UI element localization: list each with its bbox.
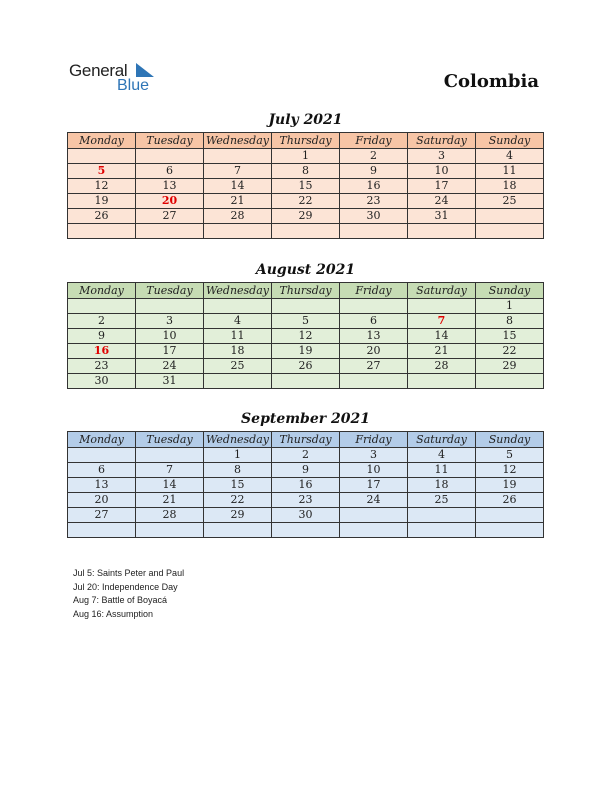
day-cell: 7: [408, 314, 476, 329]
day-cell: [68, 523, 136, 538]
weekday-header: Thursday: [272, 432, 340, 448]
weekday-header: Monday: [68, 432, 136, 448]
day-cell: 14: [408, 329, 476, 344]
day-cell: [476, 209, 544, 224]
day-cell: 7: [204, 164, 272, 179]
day-cell: 21: [204, 194, 272, 209]
day-cell: 24: [136, 359, 204, 374]
logo-triangle-icon: [134, 63, 154, 77]
day-cell: 4: [476, 149, 544, 164]
week-row: [68, 164, 544, 179]
week-row: [68, 194, 544, 209]
day-cell: 21: [408, 344, 476, 359]
day-cell: [476, 224, 544, 239]
day-cell: [476, 374, 544, 389]
day-cell: [408, 508, 476, 523]
day-cell: [68, 299, 136, 314]
day-cell: 3: [408, 149, 476, 164]
day-cell: [340, 523, 408, 538]
day-cell: [476, 508, 544, 523]
weekday-header: Saturday: [408, 283, 476, 299]
calendar-september: [67, 431, 544, 538]
day-cell: 31: [136, 374, 204, 389]
day-cell: 26: [68, 209, 136, 224]
day-cell: 18: [476, 179, 544, 194]
day-cell: 17: [408, 179, 476, 194]
day-cell: 18: [204, 344, 272, 359]
weekday-header: Friday: [340, 133, 408, 149]
day-cell: [136, 224, 204, 239]
day-cell: 25: [476, 194, 544, 209]
logo-general-text: General: [69, 61, 128, 80]
weekday-header: Tuesday: [136, 133, 204, 149]
week-row: [68, 523, 544, 538]
country-title: Colombia: [443, 71, 539, 92]
day-cell: 15: [204, 478, 272, 493]
day-cell: 2: [68, 314, 136, 329]
logo: [69, 61, 169, 97]
month-title-july: July 2021: [268, 112, 343, 128]
day-cell: 8: [476, 314, 544, 329]
day-cell: 3: [136, 314, 204, 329]
day-cell: 15: [476, 329, 544, 344]
week-row: [68, 329, 544, 344]
logo-blue-text: Blue: [117, 77, 150, 94]
weekday-header: Monday: [68, 133, 136, 149]
day-cell: 22: [476, 344, 544, 359]
day-cell: [408, 374, 476, 389]
holiday-note: Jul 20: Independence Day: [73, 581, 178, 592]
day-cell: 25: [408, 493, 476, 508]
weekday-header: Monday: [68, 283, 136, 299]
day-cell: 12: [68, 179, 136, 194]
day-cell: 6: [136, 164, 204, 179]
week-row: [68, 493, 544, 508]
day-cell: 5: [476, 448, 544, 463]
weekday-header-row: [68, 133, 544, 149]
day-cell: 27: [340, 359, 408, 374]
day-cell: 23: [340, 194, 408, 209]
day-cell: [136, 299, 204, 314]
day-cell: 10: [340, 463, 408, 478]
day-cell: [408, 523, 476, 538]
weekday-header-row: [68, 432, 544, 448]
day-cell: 22: [204, 493, 272, 508]
day-cell: 30: [272, 508, 340, 523]
week-row: [68, 209, 544, 224]
day-cell: 21: [136, 493, 204, 508]
day-cell: 20: [340, 344, 408, 359]
day-cell: 5: [272, 314, 340, 329]
week-row: [68, 149, 544, 164]
day-cell: 22: [272, 194, 340, 209]
day-cell: 29: [476, 359, 544, 374]
month-title-september: September 2021: [241, 411, 370, 427]
day-cell: 2: [340, 149, 408, 164]
day-cell: 5: [68, 164, 136, 179]
weekday-header: Thursday: [272, 283, 340, 299]
day-cell: 16: [340, 179, 408, 194]
day-cell: 28: [408, 359, 476, 374]
day-cell: 1: [204, 448, 272, 463]
day-cell: 20: [136, 194, 204, 209]
week-row: [68, 448, 544, 463]
day-cell: [204, 374, 272, 389]
day-cell: 12: [272, 329, 340, 344]
week-row: [68, 224, 544, 239]
day-cell: 28: [204, 209, 272, 224]
day-cell: [204, 299, 272, 314]
day-cell: [272, 299, 340, 314]
day-cell: [340, 224, 408, 239]
weekday-header: Wednesday: [204, 283, 272, 299]
day-cell: [272, 523, 340, 538]
weekday-header-row: [68, 283, 544, 299]
day-cell: 2: [272, 448, 340, 463]
day-cell: [408, 299, 476, 314]
day-cell: 15: [272, 179, 340, 194]
day-cell: 26: [272, 359, 340, 374]
day-cell: 12: [476, 463, 544, 478]
holiday-note: Aug 7: Battle of Boyacá: [73, 595, 168, 606]
day-cell: 16: [68, 344, 136, 359]
holiday-note: Aug 16: Assumption: [73, 609, 154, 620]
day-cell: [476, 523, 544, 538]
day-cell: [68, 149, 136, 164]
weekday-header: Saturday: [408, 133, 476, 149]
day-cell: 27: [136, 209, 204, 224]
calendar-august: [67, 282, 544, 389]
weekday-header: Tuesday: [136, 432, 204, 448]
day-cell: 4: [204, 314, 272, 329]
week-row: [68, 374, 544, 389]
day-cell: 9: [68, 329, 136, 344]
day-cell: 11: [204, 329, 272, 344]
day-cell: 29: [204, 508, 272, 523]
day-cell: 25: [204, 359, 272, 374]
day-cell: 14: [136, 478, 204, 493]
day-cell: [340, 374, 408, 389]
weekday-header: Friday: [340, 283, 408, 299]
weekday-header: Wednesday: [204, 133, 272, 149]
weekday-header: Sunday: [476, 283, 544, 299]
day-cell: 3: [340, 448, 408, 463]
day-cell: [136, 448, 204, 463]
day-cell: 13: [340, 329, 408, 344]
week-row: [68, 478, 544, 493]
week-row: [68, 508, 544, 523]
day-cell: 14: [204, 179, 272, 194]
weekday-header: Wednesday: [204, 432, 272, 448]
week-row: [68, 179, 544, 194]
holiday-notes: [73, 567, 184, 622]
day-cell: 17: [136, 344, 204, 359]
day-cell: [204, 149, 272, 164]
week-row: [68, 463, 544, 478]
day-cell: 9: [340, 164, 408, 179]
day-cell: 4: [408, 448, 476, 463]
weekday-header: Tuesday: [136, 283, 204, 299]
week-row: [68, 359, 544, 374]
day-cell: 27: [68, 508, 136, 523]
day-cell: 1: [476, 299, 544, 314]
day-cell: [408, 224, 476, 239]
day-cell: 10: [408, 164, 476, 179]
holiday-note: Jul 5: Saints Peter and Paul: [73, 568, 185, 578]
day-cell: 19: [476, 478, 544, 493]
day-cell: [68, 224, 136, 239]
day-cell: 13: [136, 179, 204, 194]
day-cell: [68, 448, 136, 463]
day-cell: 20: [68, 493, 136, 508]
day-cell: 30: [340, 209, 408, 224]
week-row: [68, 314, 544, 329]
day-cell: 26: [476, 493, 544, 508]
day-cell: 11: [476, 164, 544, 179]
day-cell: 8: [272, 164, 340, 179]
week-row: [68, 344, 544, 359]
day-cell: 17: [340, 478, 408, 493]
day-cell: 24: [408, 194, 476, 209]
day-cell: 10: [136, 329, 204, 344]
day-cell: [204, 224, 272, 239]
day-cell: [136, 149, 204, 164]
day-cell: 30: [68, 374, 136, 389]
day-cell: 6: [68, 463, 136, 478]
week-row: [68, 299, 544, 314]
weekday-header: Sunday: [476, 432, 544, 448]
day-cell: 8: [204, 463, 272, 478]
day-cell: 24: [340, 493, 408, 508]
day-cell: 28: [136, 508, 204, 523]
day-cell: 31: [408, 209, 476, 224]
day-cell: [136, 523, 204, 538]
weekday-header: Saturday: [408, 432, 476, 448]
calendar-july: [67, 132, 544, 239]
weekday-header: Thursday: [272, 133, 340, 149]
day-cell: 13: [68, 478, 136, 493]
day-cell: 6: [340, 314, 408, 329]
day-cell: 9: [272, 463, 340, 478]
day-cell: 23: [68, 359, 136, 374]
day-cell: 29: [272, 209, 340, 224]
day-cell: 7: [136, 463, 204, 478]
day-cell: [272, 374, 340, 389]
day-cell: [340, 299, 408, 314]
day-cell: [272, 224, 340, 239]
day-cell: 16: [272, 478, 340, 493]
weekday-header: Sunday: [476, 133, 544, 149]
day-cell: 23: [272, 493, 340, 508]
weekday-header: Friday: [340, 432, 408, 448]
day-cell: [340, 508, 408, 523]
day-cell: 18: [408, 478, 476, 493]
day-cell: 19: [272, 344, 340, 359]
month-title-august: August 2021: [255, 262, 356, 278]
day-cell: 1: [272, 149, 340, 164]
day-cell: 11: [408, 463, 476, 478]
day-cell: [204, 523, 272, 538]
day-cell: 19: [68, 194, 136, 209]
